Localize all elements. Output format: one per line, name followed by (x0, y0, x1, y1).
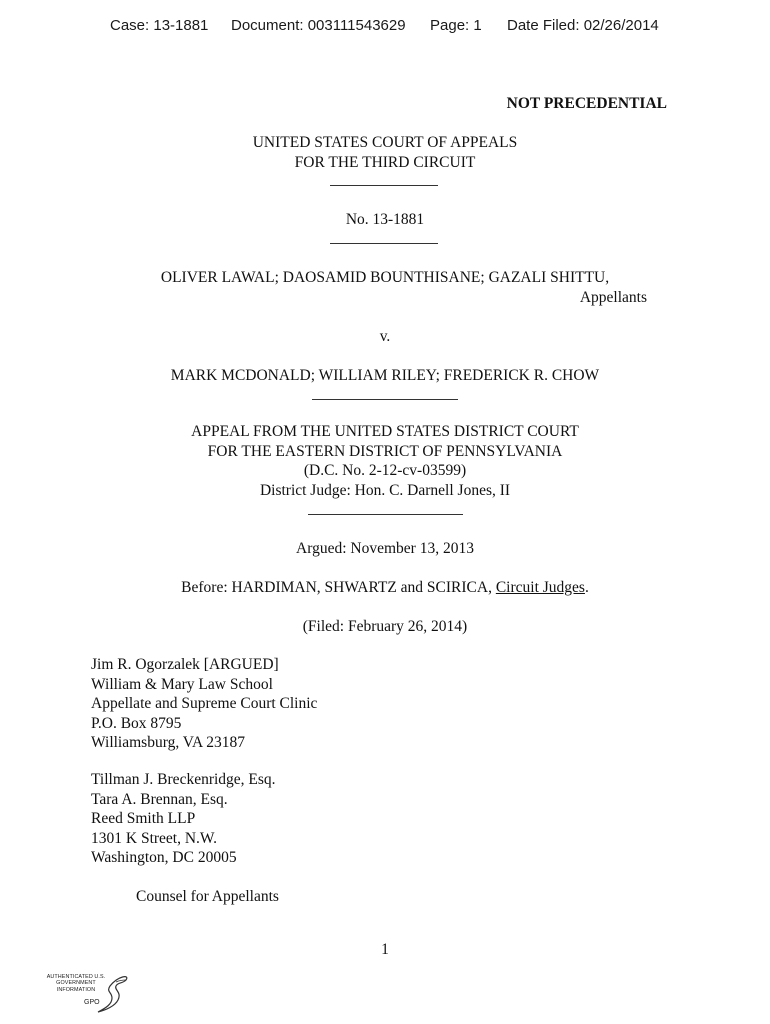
counsel-line: Washington, DC 20005 (91, 849, 237, 867)
seal-gpo-label: GPO (84, 999, 100, 1006)
court-name-line1: UNITED STATES COURT OF APPEALS (252, 134, 518, 151)
eagle-swoosh-icon (44, 972, 134, 1016)
counsel-line: Williamsburg, VA 23187 (91, 734, 245, 752)
appeal-from-line2: FOR THE EASTERN DISTRICT OF PENNSYLVANIA (207, 443, 563, 460)
appellants-names: OLIVER LAWAL; DAOSAMID BOUNTHISANE; GAZALI SHITTU, (160, 269, 610, 286)
district-court-number: (D.C. No. 2-12-cv-03599) (303, 462, 467, 479)
seal-text: AUTHENTICATED U.S. GOVERNMENT INFORMATION (46, 974, 106, 993)
panel-judges-names: Before: HARDIMAN, SHWARTZ and SCIRICA, (181, 579, 496, 596)
page-number: 1 (381, 941, 389, 958)
not-precedential-label: NOT PRECEDENTIAL (506, 95, 667, 112)
appellees-names: MARK MCDONALD; WILLIAM RILEY; FREDERICK R. CHOW (170, 367, 600, 384)
counsel-line: Tara A. Brennan, Esq. (91, 790, 228, 808)
counsel-line: William & Mary Law School (91, 675, 273, 693)
divider-rule (330, 185, 438, 186)
argued-date: Argued: November 13, 2013 (296, 540, 474, 557)
counsel-block-argued (91, 655, 317, 753)
divider-rule (330, 243, 438, 244)
counsel-line: Appellate and Supreme Court Clinic (91, 695, 318, 713)
header-case: Case: 13-1881 (110, 17, 209, 34)
header-page: Page: 1 (430, 17, 482, 34)
court-name-line2: FOR THE THIRD CIRCUIT (294, 154, 476, 171)
gpo-authentication-seal (44, 972, 134, 1016)
counsel-line: Tillman J. Breckenridge, Esq. (91, 771, 276, 788)
counsel-for-appellants: Counsel for Appellants (136, 888, 279, 905)
counsel-block-reed-smith (91, 770, 276, 868)
appeal-from-line1: APPEAL FROM THE UNITED STATES DISTRICT COURT (191, 423, 579, 440)
panel-judges-period: . (584, 579, 589, 596)
appellants-role: Appellants (579, 289, 647, 306)
versus: v. (379, 328, 391, 345)
header-document: Document: 003111543629 (231, 17, 406, 34)
panel-judges (0, 578, 770, 598)
district-judge: District Judge: Hon. C. Darnell Jones, II (259, 482, 511, 499)
filed-date: (Filed: February 26, 2014) (302, 618, 468, 635)
panel-judges-title: Circuit Judges (495, 579, 585, 596)
counsel-line: Reed Smith LLP (91, 810, 196, 828)
case-number: No. 13-1881 (345, 211, 425, 228)
divider-rule (308, 514, 463, 515)
divider-rule (312, 399, 458, 400)
header-date-filed: Date Filed: 02/26/2014 (507, 17, 659, 34)
counsel-line: Jim R. Ogorzalek [ARGUED] (91, 656, 279, 673)
counsel-line: 1301 K Street, N.W. (91, 829, 217, 847)
counsel-line: P.O. Box 8795 (91, 714, 182, 732)
